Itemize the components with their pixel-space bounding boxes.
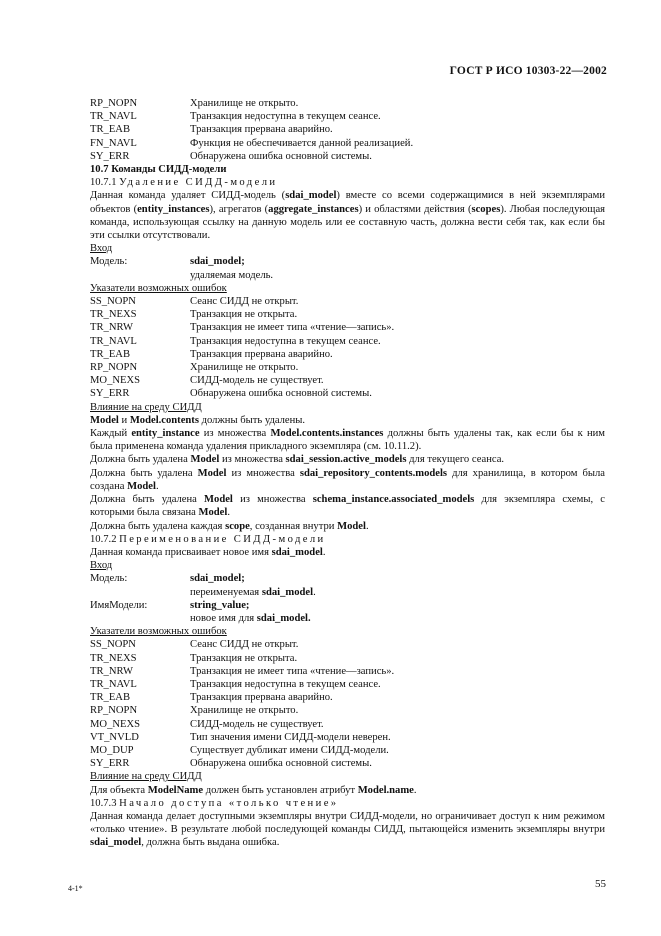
param-label: Модель: [90, 256, 128, 268]
param-label: Модель: [90, 573, 128, 585]
param-row [90, 599, 605, 612]
error-row: TR_NRW Транзакция не имеет типа «чтение—запись». [90, 322, 395, 334]
subsection-heading [90, 533, 605, 546]
error-code: SY_ERR [90, 150, 130, 162]
error-desc: Функция не обеспечивается данной реализацией. [190, 137, 414, 149]
error-code: RP_NOPN [90, 98, 138, 109]
error-desc: Хранилище не открыто. [190, 98, 299, 109]
error-row [90, 110, 605, 123]
top-error-list [90, 97, 605, 163]
error-row: TR_NRW Транзакция не имеет типа «чтение—запись». [90, 665, 395, 677]
errors-label: Указатели возможных ошибок [90, 282, 227, 294]
param-row [90, 572, 605, 585]
effect-label: Влияние на среду СИДД [90, 401, 202, 413]
error-row: SS_NOPN Сеанс СИДД не открыт. [90, 296, 299, 308]
error-row: SY_ERR Обнаружена ошибка основной системы. [90, 388, 372, 400]
paragraph: Для объекта ModelName должен быть установлен атрибут Model.name. [90, 784, 417, 796]
error-desc: Транзакция прервана аварийно. [190, 124, 333, 136]
error-code: TR_NAVL [90, 111, 137, 123]
error-row: VT_NVLD Тип значения имени СИДД-модели неверен. [90, 731, 391, 743]
input-label: Вход [90, 243, 113, 255]
paragraph: Должна быть удалена каждая scope, созданная внутри Model. [90, 520, 369, 532]
subsection-number: 10.7.1 [90, 177, 117, 189]
error-row: TR_EAB Транзакция прервана аварийно. [90, 692, 333, 704]
param-label: ИмяМодели: [90, 599, 148, 611]
error-desc: Транзакция недоступна в текущем сеансе. [190, 111, 381, 123]
error-row [90, 123, 605, 136]
param-type: sdai_model; [190, 256, 245, 268]
error-row: MO_NEXS СИДД-модель не существует. [90, 375, 324, 387]
page-content [90, 97, 605, 850]
param-desc: переименуемая sdai_model. [190, 586, 316, 598]
error-code: FN_NAVL [90, 137, 137, 149]
param-type: string_value; [190, 599, 250, 611]
param-desc: новое имя для sdai_model. [190, 612, 311, 624]
error-row: TR_NAVL Транзакция недоступна в текущем сеансе. [90, 335, 381, 347]
subsection-heading [90, 176, 605, 189]
error-row: TR_EAB Транзакция прервана аварийно. [90, 348, 333, 360]
subsection-title: Удаление СИДД-модели [119, 177, 278, 189]
effect-label: Влияние на среду СИДД [90, 771, 202, 783]
error-desc: Обнаружена ошибка основной системы. [190, 150, 372, 162]
error-row: TR_NAVL Транзакция недоступна в текущем сеансе. [90, 678, 381, 690]
subsection-title: Начало доступа «только чтение» [119, 797, 339, 809]
paragraph: Данная команда делает доступными экземпляры внутри СИДД-модели, но ограничивает доступ к ним режимом «только чтение». В результате любой последующей команды СИДД, пытающейся изменить экземпляры внутри sdai_model, должна быть выдана ошибка. [90, 810, 605, 849]
paragraph: Данная команда присваивает новое имя sdai_model. [90, 546, 326, 558]
error-list [90, 295, 605, 401]
subsection-number: 10.7.3 [90, 797, 117, 809]
error-row: SY_ERR Обнаружена ошибка основной системы. [90, 758, 372, 770]
error-row: SS_NOPN Сеанс СИДД не открыт. [90, 639, 299, 651]
page-header: ГОСТ Р ИСО 10303-22—2002 [449, 65, 607, 77]
error-row: RP_NOPN Хранилище не открыто. [90, 362, 299, 374]
param-row [90, 255, 605, 268]
subsection-number: 10.7.2 [90, 533, 117, 545]
error-row: TR_NEXS Транзакция не открыта. [90, 309, 298, 321]
paragraph: Model и Model.contents должны быть удалены. [90, 414, 306, 426]
error-row [90, 97, 605, 110]
paragraph: Каждый entity_instance из множества Model.contents.instances должны быть удалены так, как если бы к ним была применена команда удаления прикладного экземпляра (см. 10.11.2). [90, 428, 605, 453]
input-label: Вход [90, 560, 113, 572]
paragraph: Должна быть удалена Model из множества sdai_session.active_models для текущего сеанса. [90, 454, 505, 466]
subsection-heading [90, 797, 605, 810]
errors-label: Указатели возможных ошибок [90, 626, 227, 638]
error-row [90, 150, 605, 163]
subsection-title: Переименование СИДД-модели [119, 533, 326, 545]
paragraph: Данная команда удаляет СИДД-модель (sdai_model) вместе со всеми содержащимися в ней экземплярами объектов (entity_instances), агрегатов (aggregate_instances) и областями действия (scopes). Любая последующая команда, использующая ссылку на данную модель или ее составную часть, должна вести себя так, как если бы эти ссылки отсутствовали. [90, 190, 606, 242]
error-row: RP_NOPN Хранилище не открыто. [90, 705, 299, 717]
error-list [90, 638, 605, 770]
page-number: 55 [595, 878, 606, 890]
param-type: sdai_model; [190, 573, 245, 585]
error-row: MO_DUP Существует дубликат имени СИДД-модели. [90, 744, 389, 756]
footer-signature: 4-1* [68, 884, 83, 893]
error-code: TR_EAB [90, 124, 131, 136]
section-heading: 10.7 Команды СИДД-модели [90, 164, 227, 176]
param-desc: удаляемая модель. [190, 269, 274, 281]
error-row: TR_NEXS Транзакция не открыта. [90, 652, 298, 664]
error-row [90, 137, 605, 150]
paragraph: Должна быть удалена Model из множества sdai_repository_contents.models для хранилища, в котором была создана Model. [90, 467, 605, 492]
paragraph: Должна быть удалена Model из множества schema_instance.associated_models для экземпляра схемы, с которыми была связана Model. [90, 494, 605, 519]
error-row: MO_NEXS СИДД-модель не существует. [90, 718, 324, 730]
